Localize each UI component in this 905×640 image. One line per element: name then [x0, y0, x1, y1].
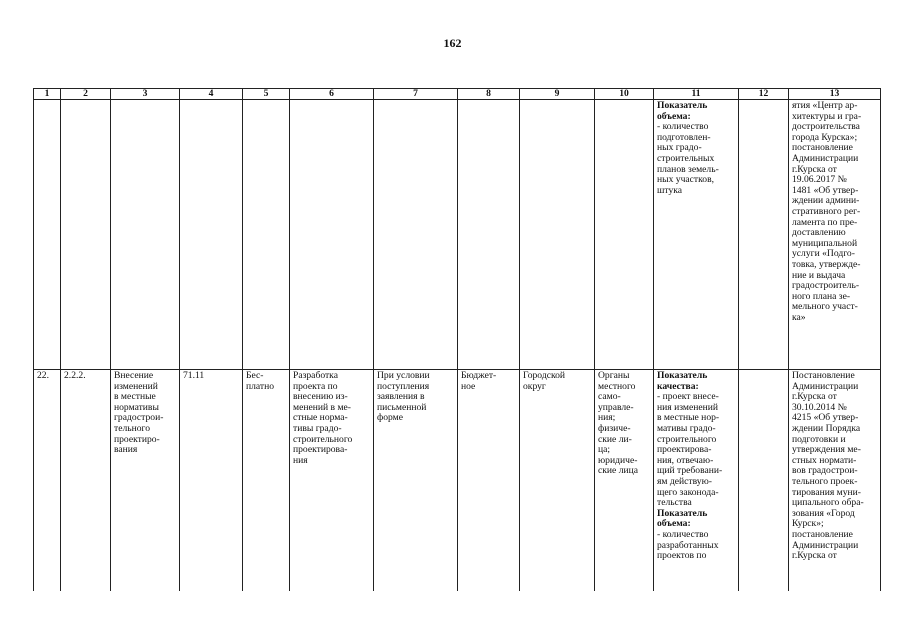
indicator-cell: [654, 370, 739, 592]
legal-basis-text: ятия «Центр ар- хитектуры и гра- достроительства города Курска»; постановление Администрации г.Курска от 19.06.2017 № 1481 «Об утвер- ждении админи- стративного рег- ламента по пре- доставлению муниципальной услуги «Подго- товка, утвержде- ние и выдача градостроитель- ного плана зе- мельного участ- ка»: [792, 100, 862, 323]
content-text: Разработка проекта по внесению из- менений в ме- стные норма- тивы градо- строительного проектирова- ния: [293, 370, 353, 466]
header-cell: 12: [739, 89, 789, 100]
table-cell: [739, 370, 789, 592]
indicator-heading: Показатель качества:: [657, 370, 708, 392]
institution-type-cell: [458, 370, 520, 592]
header-cell: 4: [180, 89, 243, 100]
header-cell: 2: [61, 89, 111, 100]
table-cell: [595, 100, 654, 370]
table-cell: [111, 100, 180, 370]
territory-text: Городской округ: [523, 370, 566, 392]
payment-text: Бес- платно: [246, 370, 275, 392]
table-cell: [520, 100, 595, 370]
header-cell: 10: [595, 89, 654, 100]
content-cell: [290, 370, 374, 592]
table-row: [34, 370, 881, 592]
table-cell: [180, 100, 243, 370]
indicator-heading: Показатель объема:: [657, 507, 708, 530]
header-cell: 3: [111, 89, 180, 100]
conditions-text: При условии поступления заявления в письменной форме: [377, 370, 430, 424]
table-cell: [290, 100, 374, 370]
page-number: 162: [443, 36, 462, 50]
table-cell: [34, 100, 61, 370]
header-cell: 5: [243, 89, 290, 100]
indicator-text: - количество подготовлен- ных градо- строительных планов земель- ных участков, штука: [657, 121, 719, 196]
okved-cell: [180, 370, 243, 592]
header-cell: 8: [458, 89, 520, 100]
header-cell: 9: [520, 89, 595, 100]
indicator-heading: Показатель объема:: [657, 100, 708, 122]
legal-basis-cell: [789, 100, 881, 370]
legal-basis-cell: [789, 370, 881, 592]
indicator-cell: [654, 100, 739, 370]
header-cell: 13: [789, 89, 881, 100]
territory-cell: [520, 370, 595, 592]
conditions-cell: [374, 370, 458, 592]
header-cell: 6: [290, 89, 374, 100]
table-row: [34, 100, 881, 370]
consumers-text: Органы местного само- управле- ния; физиче- ские ли- ца; юридиче- ские лица: [598, 370, 639, 477]
table-cell: [374, 100, 458, 370]
data-table: [33, 88, 881, 591]
table-cell: [61, 100, 111, 370]
header-cell: 11: [654, 89, 739, 100]
service-name-text: Внесение изменений в местные нормативы градострои- тельного проектиро- вания: [114, 370, 164, 456]
row-number-cell: [34, 370, 61, 592]
institution-type-text: Бюджет- ное: [461, 370, 497, 392]
header-cell: 7: [374, 89, 458, 100]
table-cell: [739, 100, 789, 370]
row-number: 22.: [37, 370, 49, 381]
code-cell: [61, 370, 111, 592]
payment-cell: [243, 370, 290, 592]
code-text: 2.2.2.: [64, 370, 86, 381]
table-cell: [243, 100, 290, 370]
indicator-text: - количество разработанных проектов по: [657, 528, 719, 562]
consumers-cell: [595, 370, 654, 592]
table-cell: [458, 100, 520, 370]
service-name-cell: [111, 370, 180, 592]
indicator-text: - проект внесе- ния изменений в местные нор- мативы градо- строительного проектирова- ния, отвечаю- щий требовани- ям действую- щего законода- тельства: [657, 391, 723, 509]
legal-basis-text: Постановление Администрации г.Курска от 30.10.2014 № 4215 «Об утвер- ждении Порядка подготовки и утверждения ме- стных нормати- вов градострои- тельного проек- тирования муни- ципального обра- зования «Город Курск»; постановление Администрации г.Курска от: [792, 370, 864, 562]
okved-text: 71.11: [183, 370, 205, 381]
header-row: [34, 89, 881, 100]
header-cell: 1: [34, 89, 61, 100]
